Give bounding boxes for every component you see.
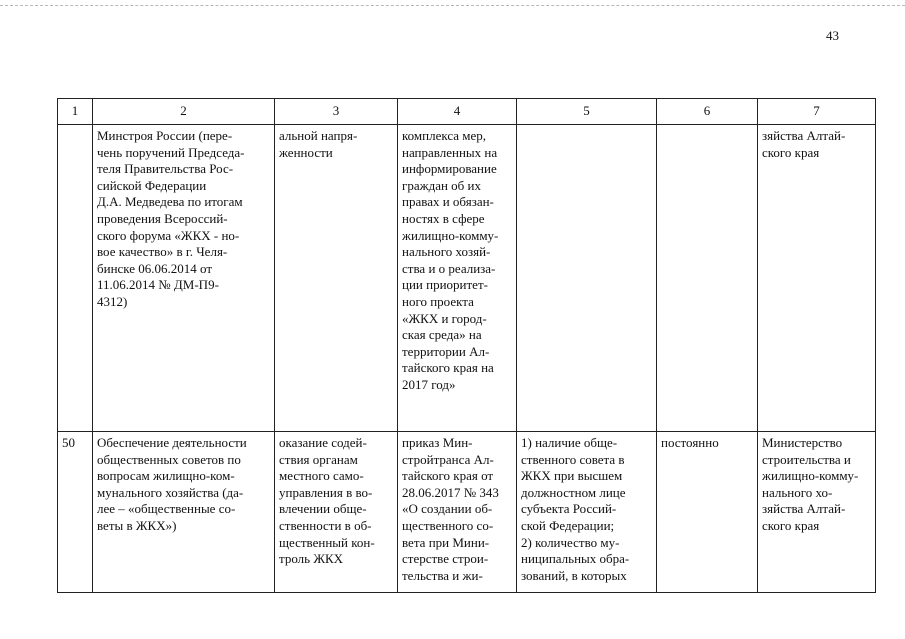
deadline-cell bbox=[657, 125, 758, 432]
indicator-cell bbox=[517, 432, 657, 593]
goal-cell bbox=[275, 125, 398, 432]
table-row bbox=[58, 432, 876, 593]
scan-edge-line bbox=[0, 5, 905, 6]
responsible-cell bbox=[758, 432, 876, 593]
column-header-5: 5 bbox=[517, 99, 657, 125]
goal-cell bbox=[275, 432, 398, 593]
document-table bbox=[57, 98, 876, 593]
deadline-text: постоянно bbox=[661, 435, 719, 450]
indicator-text: 1) наличие обще- ственного совета в ЖКХ при высшем должностном лице субъекта Россий- ской Федерации; 2) количество му- ниципальных обра- зований, в которых bbox=[521, 435, 630, 583]
goal-text: оказание содей- ствия органам местного само- управления в во- влечении обще- ственности в об- щественный кон- троль ЖКХ bbox=[279, 435, 375, 567]
indicator-cell bbox=[517, 125, 657, 432]
responsible-text: зяйства Алтай- ского края bbox=[762, 128, 846, 160]
document-cell bbox=[398, 432, 517, 593]
page-number: 43 bbox=[826, 28, 839, 43]
event-text: Обеспечение деятельности общественных советов по вопросам жилищно-ком- мунального хозяйства (да- лее – «общественные со- веты в ЖКХ») bbox=[97, 435, 247, 533]
column-header-1: 1 bbox=[58, 99, 93, 125]
responsible-cell bbox=[758, 125, 876, 432]
event-text: Минстроя России (пере- чень поручений Председа- теля Правительства Рос- сийской Федерации Д.А. Медведева по итогам проведения Всероссий- ского форума «ЖКХ - но- вое качество» в г. Челя- бинске 06.06.2014 от 11.06.2014 № ДМ-П9- 4312) bbox=[97, 128, 245, 309]
table-body bbox=[58, 125, 876, 593]
event-cell bbox=[93, 125, 275, 432]
row-number-cell bbox=[58, 432, 93, 593]
responsible-text: Министерство строительства и жилищно-комму- нального хо- зяйства Алтай- ского края bbox=[762, 435, 859, 533]
row-number-cell bbox=[58, 125, 93, 432]
document-text: комплекса мер, направленных на информирование граждан об их правах и обязан- ностях в сфере жилищно-комму- нального хозяй- ства и о реализа- ции приоритет- ного проекта «ЖКХ и город- ская среда» на территории Ал- тайского края на 2017 год» bbox=[402, 128, 499, 392]
row-number: 50 bbox=[62, 435, 75, 450]
column-header-7: 7 bbox=[758, 99, 876, 125]
column-header-6: 6 bbox=[657, 99, 758, 125]
event-cell bbox=[93, 432, 275, 593]
header-row bbox=[58, 99, 876, 125]
table-header bbox=[58, 99, 876, 125]
column-header-3: 3 bbox=[275, 99, 398, 125]
goal-text: альной напря- женности bbox=[279, 128, 358, 160]
column-header-4: 4 bbox=[398, 99, 517, 125]
column-header-2: 2 bbox=[93, 99, 275, 125]
document-cell bbox=[398, 125, 517, 432]
table-row bbox=[58, 125, 876, 432]
document-text: приказ Мин- стройтранса Ал- тайского края от 28.06.2017 № 343 «О создании об- щественного со- вета при Мини- стерстве строи- тельства и жи- bbox=[402, 435, 499, 583]
deadline-cell bbox=[657, 432, 758, 593]
